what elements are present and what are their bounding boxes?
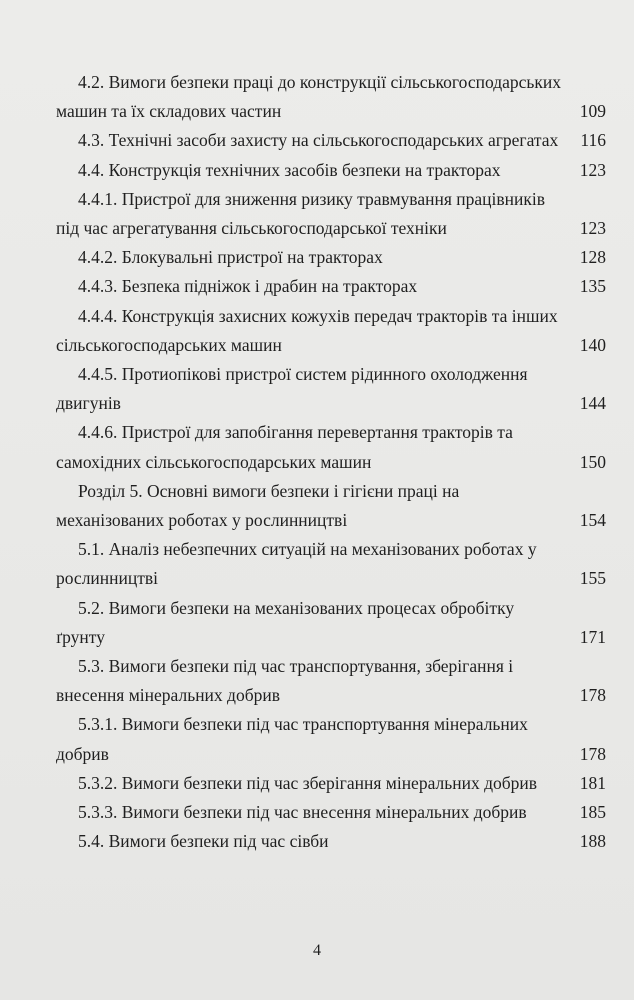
toc-entry-page: 123: [579, 159, 606, 180]
toc-entry-page: 116: [580, 130, 606, 151]
toc-entry-page: 140: [579, 334, 606, 355]
toc-entry: [0, 594, 634, 652]
toc-entry-title: 5.1. Аналіз небезпечних ситуацій на механізованих роботах у: [78, 539, 537, 560]
toc-entry-title-continued: добрив: [56, 743, 109, 764]
toc-entry-title: Розділ 5. Основні вимоги безпеки і гігієни праці на: [78, 480, 460, 501]
toc-entry-page: 128: [579, 247, 606, 268]
toc-entry-page: 178: [579, 743, 606, 764]
toc-entry: [0, 535, 634, 593]
table-of-contents: [0, 68, 634, 856]
toc-entry: [0, 798, 634, 827]
toc-entry-title-continued: механізованих роботах у рослинництві: [56, 510, 348, 531]
toc-entry-title-continued: рослинництві: [56, 568, 159, 589]
toc-entry: [0, 126, 634, 155]
toc-entry: [0, 272, 634, 301]
toc-entry-title: 5.2. Вимоги безпеки на механізованих процесах обробітку: [78, 597, 515, 618]
toc-entry-title: 4.4.3. Безпека підніжок і драбин на тракторах: [78, 276, 418, 297]
toc-entry-title: 4.4.1. Пристрої для зниження ризику травмування працівників: [78, 188, 545, 209]
toc-entry-title: 4.4.4. Конструкція захисних кожухів передач тракторів та інших: [78, 305, 558, 326]
toc-entry-page: 154: [579, 510, 606, 531]
toc-entry-title: 5.3.3. Вимоги безпеки під час внесення мінеральних добрив: [78, 802, 527, 823]
toc-entry-page: 150: [579, 451, 606, 472]
toc-entry-title: 4.4. Конструкція технічних засобів безпеки на тракторах: [78, 159, 501, 180]
toc-entry-title: 5.3.2. Вимоги безпеки під час зберігання мінеральних добрив: [78, 772, 537, 793]
page-number: 4: [313, 942, 321, 959]
toc-entry-title-continued: ґрунту: [56, 626, 105, 647]
toc-entry: [0, 156, 634, 185]
toc-entry-page: 109: [579, 101, 606, 122]
toc-entry-page: 144: [579, 393, 606, 414]
toc-entry-page: 178: [579, 685, 606, 706]
toc-entry: [0, 477, 634, 535]
toc-entry-title: 4.4.5. Протиопікові пристрої систем рідинного охолодження: [78, 364, 528, 385]
toc-entry-title-continued: самохідних сільськогосподарських машин: [56, 451, 372, 472]
toc-entry-title-continued: сільськогосподарських машин: [56, 334, 282, 355]
toc-entry-title: 4.2. Вимоги безпеки праці до конструкції сільськогосподарських: [78, 72, 562, 92]
toc-entry: [0, 243, 634, 272]
toc-entry-page: 185: [579, 802, 606, 823]
toc-entry: [0, 418, 634, 476]
toc-entry: [0, 827, 634, 856]
toc-entry: [0, 710, 634, 768]
toc-entry-title-continued: двигунів: [56, 393, 121, 414]
toc-entry-title-continued: під час агрегатування сільськогосподарської техніки: [56, 218, 447, 239]
toc-entry-page: 123: [579, 218, 606, 239]
toc-entry-page: 171: [579, 626, 606, 647]
toc-entry-title-continued: внесення мінеральних добрив: [56, 685, 280, 706]
toc-entry: [0, 185, 634, 243]
toc-entry: [0, 652, 634, 710]
toc-entry-page: 188: [579, 831, 606, 852]
toc-entry-title: 4.4.6. Пристрої для запобігання перевертання тракторів та: [78, 422, 513, 443]
toc-entry: [0, 302, 634, 360]
toc-entry: [0, 68, 634, 126]
toc-entry-page: 181: [579, 772, 606, 793]
toc-entry-page: 135: [579, 276, 606, 297]
toc-entry: [0, 769, 634, 798]
toc-entry-title-continued: машин та їх складових частин: [56, 101, 282, 122]
toc-entry-title: 4.4.2. Блокувальні пристрої на тракторах: [78, 247, 383, 268]
toc-entry-page: 155: [579, 568, 606, 589]
toc-entry-title: 5.3. Вимоги безпеки під час транспортування, зберігання і: [78, 656, 514, 677]
toc-entry: [0, 360, 634, 418]
toc-entry-title: 5.4. Вимоги безпеки під час сівби: [78, 831, 329, 852]
toc-entry-title: 4.3. Технічні засоби захисту на сільськогосподарських агрегатах: [78, 130, 559, 151]
toc-entry-title: 5.3.1. Вимоги безпеки під час транспортування мінеральних: [78, 714, 528, 735]
